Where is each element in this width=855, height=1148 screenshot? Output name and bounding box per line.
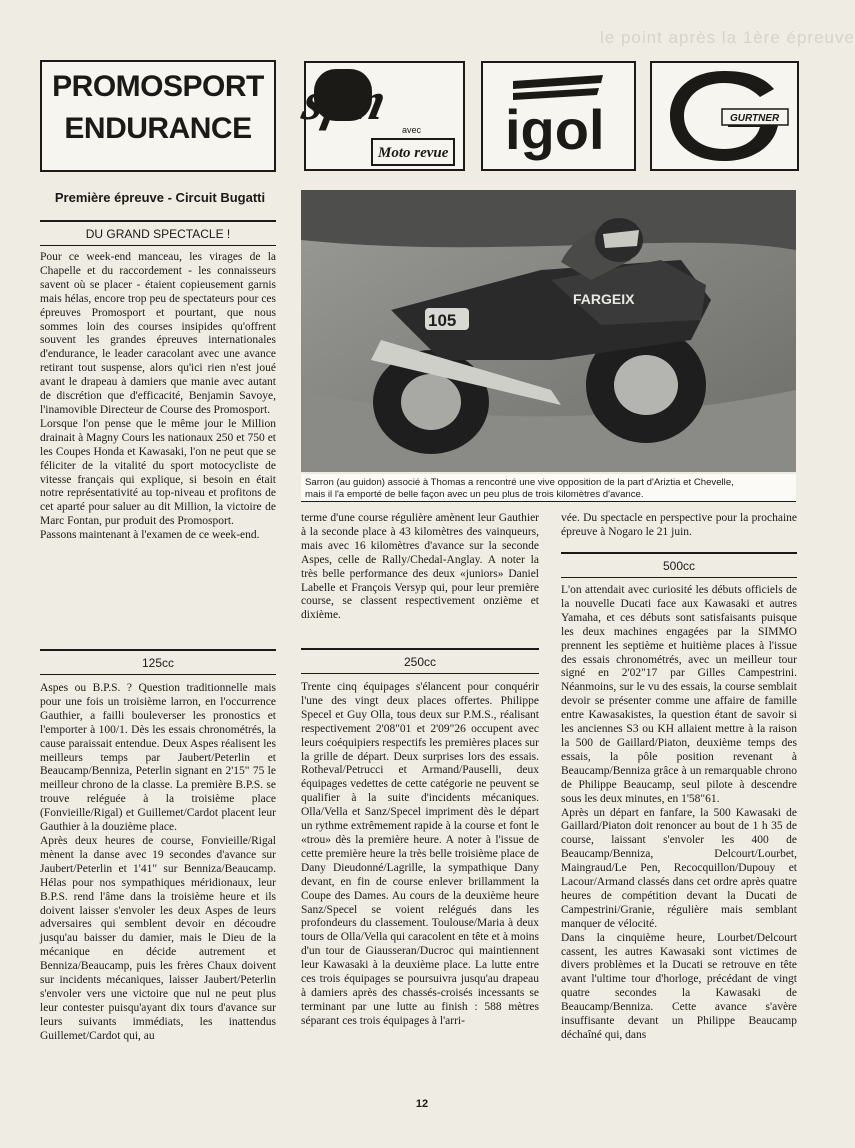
igol-logo-graphic: [483, 63, 634, 169]
text-250cc: Trente cinq équipages s'élancent pour conquérir l'une des vingt deux places offertes. Philippe Specel et Guy Olla, tous deux sur P.M.S., réalisant respectivement 2'08"01 et 2'09"26 occupent avec leurs coéquipiers respectifs les premières places sur la grille de départ. Deux surprises lors des essais. Rotheval/Petrucci et Armand/Pauselli, deux équipages vedettes de cette catégorie ne peuvent se qualifier à la suite d'incidents mécaniques. Olla/Vella et Sanz/Specel impriment dès le départ un rythme extrêmement rapide à la course et font le «trou» dès la première heure. A noter à l'issue de cette première heure la très belle troisième place de Dany Dieudonné/Lagrille, la sympathique Dany devant, en fin de course enlever brillamment la Coupe des Dames. Au cours de la deuxième heure Sanz/Specel se voient relégués dans les profondeurs du classement. Toulouse/Maria à deux tours de Olla/Vella qui caracolent en tête et à moins d'un tour de Giausseran/Ducroc qui maintiennent leur Kawasaki à la deuxième place. La lutte entre ces trois équipages se poursuivra jusqu'au drapeau à damiers après des chassés-croisés incessants se terminant par une lutte au finish : 588 mètres séparant ces trois équipages à l'arri-: [301, 681, 539, 1027]
caption-line-1: Sarron (au guidon) associé à Thomas a rencontré une vive opposition de la part d'Ariztia et Chevelle,: [305, 477, 734, 488]
igol-logo-text: igol: [505, 98, 605, 161]
igol-logo: [481, 61, 636, 171]
faint-header-text: le point après la 1ère épreuve: [600, 28, 855, 47]
gurtner-logo: [650, 61, 799, 171]
section-head-intro: DU GRAND SPECTACLE !: [40, 220, 276, 246]
promosport-title-box: [40, 60, 276, 172]
sfm-logo-avec: avec: [402, 125, 422, 135]
event-subtitle: Première épreuve - Circuit Bugatti: [54, 190, 266, 205]
bike-number-plate: 105: [428, 311, 457, 330]
rider-name-decal: FARGEIX: [573, 291, 635, 307]
gurtner-logo-graphic: [652, 63, 797, 169]
sfm-logo-text: sfm: [297, 70, 392, 131]
sfm-logo-graphic: [297, 63, 463, 169]
photo-caption: [301, 474, 796, 502]
title-line-2: ENDURANCE: [64, 112, 252, 145]
text-125cc-continued: terme d'une course régulière amènent leur Gauthier à la seconde place à 43 kilomètres des vainqueurs, mais avec 16 kilomètres d'avance sur la seconde Aspes, celle de Rally/Chedal-Anglay. A noter la très belle performance des deux «juniors» Daniel Labelle et François Versyp qui, pour leur première course, se classent respectivement onzième et dixième.: [301, 512, 539, 622]
section-head-125cc: 125cc: [40, 649, 276, 675]
text-125cc: Aspes ou B.P.S. ? Question traditionnelle mais pour une fois un troisième larron, en l'occurrence Gauthier, a failli bouleverser les pronostics et l'emporter à 100/1. Dès les essais chronométrés, la cause paraissait entendue. Deux Aspes réalisent les meilleurs temps par Jaubert/Peterlin et Beaucamp/Benniza, Peterlin signant en 2'15" 75 le meilleur chrono de la classe. La première B.P.S. se trouve reléguée à la troisième place (Fonvieille/Rigal) et Guillemet/Cardot placent leur Gauthier à la douzième place. Après deux heures de course, Fonvieille/Rigal mènent la danse avec 19 secondes d'avance sur Jaubert/Peterlin et 1'41" sur Benniza/Beaucamp. Hélas pour nos sympathiques méridionaux, leur B.P.S. rend l'âme dans la troisième heure et ils doivent laisser s'envoler les deux Aspes de leurs adversaires qui semblent devoir en découdre jusqu'au baisser du damier, mais le Dieu de la mécanique en décide autrement et Benniza/Beaucamp, puis les frères Chaux doivent sur incidents mécaniques, laisser Jaubert/Peterlin s'envoler vers une victoire que nul ne peut plus leur contester puisqu'ayant dix tours d'avance sur leurs suivants immédiats, les inattendus Guillemet/Cardot qui, au: [40, 682, 276, 1042]
sfm-logo: [297, 61, 465, 171]
text-500cc: L'on attendait avec curiosité les débuts officiels de la nouvelle Ducati face aux Kawasaki et autres Yamaha, et ces débuts sont satisfaisants puisque les deux machines engagées par la SIMMO prennent les septième et huitième places à l'issue des essais chronométrés, avec un meilleur tour signé en 2'02"17 par Gilles Campestrini. Néanmoins, sur le vu des essais, la course semblait devoir se présenter comme une affaire de famille entre Kawasakistes, la question étant de savoir si les anciennes S3 ou KH allaient mettre à la raison la 500 de Gaillard/Piaton, deuxième temps des essais, la pôle position revenant à Beaucamp/Benniza grâce à un remarquable chrono de Philippe Beaucamp, seul pilote à descendre sous les deux minutes, en 1'58"61. Après un départ en fanfare, la 500 Kawasaki de Gaillard/Piaton doit renoncer au bout de 1 h 35 de course, laissant s'envoler les 400 de Beaucamp/Benniza, Delcourt/Lourbet, Maingraud/Le Pen, Recocquillon/Dupouy et Lacour/Armand classés dans cet ordre après quatre heures de compétition devant la Ducati de Campestrini/Granie, régulière mais semblant manquer de vélocité. Dans la cinquième heure, Lourbet/Delcourt cassent, les autres Kawasaki sont victimes de divers problèmes et la Ducati se retrouve en tête avant l'ultime tour d'horloge, précédant de vingt quatre secondes la Kawasaki de Beaucamp/Benniza. Cette avance s'avère insuffisante devant un Philippe Beaucamp déchaîné qui, dans: [561, 584, 797, 1041]
caption-line-2: mais il l'a emporté de belle façon avec un peu plus de trois kilomètres d'avance.: [305, 489, 644, 500]
race-photo: [301, 190, 796, 472]
intro-text: Pour ce week-end manceau, les virages de la Chapelle et du raccordement - les connaisseurs savent où se placer - étaient copieusement garnis mais hélas, encore trop peu de spectateurs pour ces épreuves Promosport et pourtant, que nous sommes loin des courses insipides qu'offrent souvent les grandes épreuves internationales d'endurance, le leader caracolant avec une avance retirant tout suspense, alors qu'ici rien n'est joué avant le drapeau à damiers que manie avec autant de discrétion que d'efficacité, Benjamin Savoye, l'inamovible Directeur de Course des Promosport. Lorsque l'on pense que le même jour le Million drainait à Magny Cours les nationaux 250 et 750 et les Coupes Honda et Kawasaki, l'on ne peut que se féliciter de la vitalité du sport motocycliste de vitesse français qui explique, si besoin en était notre représentativité au top-niveau et profitons de cet aparté pour saluer au dit Million, la victoire de Marc Fontan, pur produit des Promosport. Passons maintenant à l'examen de ce week-end.: [40, 251, 276, 542]
page-number: 12: [415, 1098, 429, 1110]
gurtner-logo-text: GURTNER: [730, 113, 780, 124]
title-line-1: PROMOSPORT: [52, 70, 264, 103]
section-head-250cc: 250cc: [301, 648, 539, 674]
text-250cc-continued: vée. Du spectacle en perspective pour la prochaine épreuve à Nogaro le 21 juin.: [561, 512, 797, 538]
section-head-500cc: 500cc: [561, 552, 797, 578]
sfm-logo-moto-revue: Moto revue: [378, 145, 449, 161]
motorcycle-illustration: [301, 190, 796, 472]
